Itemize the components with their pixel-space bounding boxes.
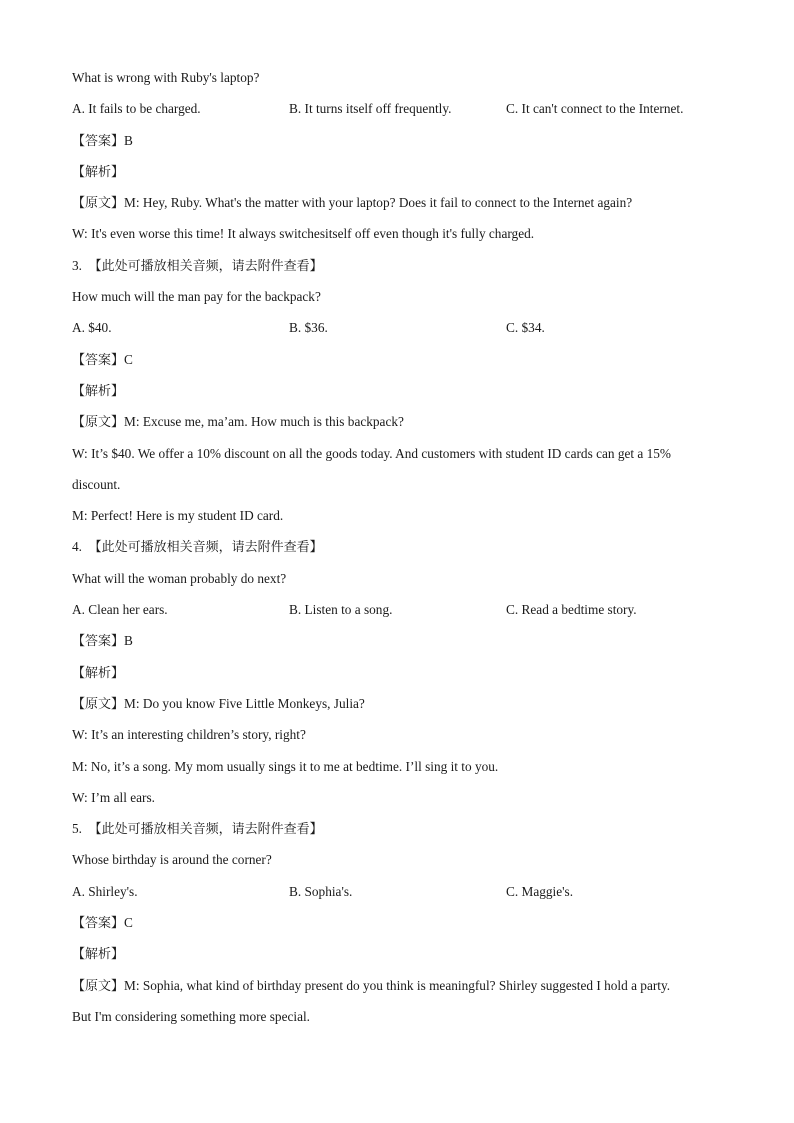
analysis-tag: 【解析】 — [72, 383, 125, 399]
answer-text: C — [124, 915, 133, 931]
dialogue-line: M: Perfect! Here is my student ID card. — [72, 508, 284, 524]
answer-line — [72, 125, 722, 156]
dialogue-line: W: It’s $40. We offer a 10% discount on all the goods today. And customers with student ID cards can get a 15% — [72, 445, 672, 461]
option-b: B. It turns itself off frequently. — [289, 101, 452, 117]
transcript-text: M: Hey, Ruby. What's the matter with your laptop? Does it fail to connect to the Internet again? — [124, 195, 633, 211]
question-number-line — [72, 813, 722, 844]
option-a: A. It fails to be charged. — [72, 101, 201, 117]
analysis-tag: 【解析】 — [72, 665, 125, 681]
answer-line — [72, 344, 722, 375]
dialogue-line: W: It’s an interesting children’s story, right? — [72, 727, 306, 743]
option-a: A. Shirley's. — [72, 883, 138, 899]
option-a: A. $40. — [72, 320, 112, 336]
transcript-text: M: Do you know Five Little Monkeys, Julia? — [124, 695, 365, 711]
option-c: C. It can't connect to the Internet. — [506, 101, 684, 117]
option-b: B. Listen to a song. — [289, 602, 393, 618]
option-b: B. Sophia's. — [289, 883, 353, 899]
answer-line — [72, 907, 722, 938]
analysis-tag: 【解析】 — [72, 947, 125, 963]
dialogue-line: M: No, it’s a song. My mom usually sings it to me at bedtime. I’ll sing it to you. — [72, 758, 499, 774]
question-text: What will the woman probably do next? — [72, 570, 287, 586]
transcript-text: M: Excuse me, ma’am. How much is this backpack? — [124, 414, 404, 430]
transcript-tag: 【原文】 — [72, 696, 125, 712]
option-c: C. $34. — [506, 320, 545, 336]
analysis-line — [72, 156, 722, 187]
document-page — [72, 62, 722, 1032]
transcript-tag: 【原文】 — [72, 978, 125, 994]
question-text: Whose birthday is around the corner? — [72, 852, 272, 868]
answer-options — [72, 594, 722, 625]
analysis-tag: 【解析】 — [72, 164, 125, 180]
question-number-line — [72, 250, 722, 281]
option-c: C. Maggie's. — [506, 883, 574, 899]
transcript-tag: 【原文】 — [72, 196, 125, 212]
answer-options — [72, 876, 722, 907]
option-c: C. Read a bedtime story. — [506, 602, 637, 618]
transcript-line — [72, 406, 722, 437]
audio-notice: 【此处可播放相关音频，请去附件查看】 — [88, 822, 323, 838]
audio-notice: 【此处可播放相关音频，请去附件查看】 — [88, 540, 323, 556]
answer-tag: 【答案】 — [72, 634, 125, 650]
transcript-text: M: Sophia, what kind of birthday present do you think is meaningful? Shirley suggested I hold a party. — [124, 977, 671, 993]
answer-tag: 【答案】 — [72, 916, 125, 932]
analysis-line — [72, 657, 722, 688]
question-number: 4. — [72, 539, 82, 555]
option-b: B. $36. — [289, 320, 328, 336]
dialogue-line: W: It's even worse this time! It always switchesitself off even though it's fully charged. — [72, 226, 535, 242]
answer-line — [72, 625, 722, 656]
question-number: 3. — [72, 257, 82, 273]
transcript-line — [72, 187, 722, 218]
question-number: 5. — [72, 821, 82, 837]
dialogue-line: discount. — [72, 476, 121, 492]
answer-tag: 【答案】 — [72, 352, 125, 368]
answer-text: C — [124, 351, 133, 367]
transcript-tag: 【原文】 — [72, 415, 125, 431]
answer-options — [72, 93, 722, 124]
transcript-line — [72, 688, 722, 719]
answer-tag: 【答案】 — [72, 133, 125, 149]
dialogue-line: But I'm considering something more special. — [72, 1008, 310, 1024]
question-text: How much will the man pay for the backpack? — [72, 289, 321, 305]
audio-notice: 【此处可播放相关音频，请去附件查看】 — [88, 258, 323, 274]
question-text: What is wrong with Ruby's laptop? — [72, 70, 260, 85]
answer-text: B — [124, 132, 133, 148]
option-a: A. Clean her ears. — [72, 602, 168, 618]
dialogue-line: W: I’m all ears. — [72, 789, 155, 805]
transcript-line — [72, 970, 722, 1001]
answer-text: B — [124, 633, 133, 649]
question-number-line — [72, 531, 722, 562]
analysis-line — [72, 375, 722, 406]
analysis-line — [72, 938, 722, 969]
answer-options — [72, 312, 722, 343]
